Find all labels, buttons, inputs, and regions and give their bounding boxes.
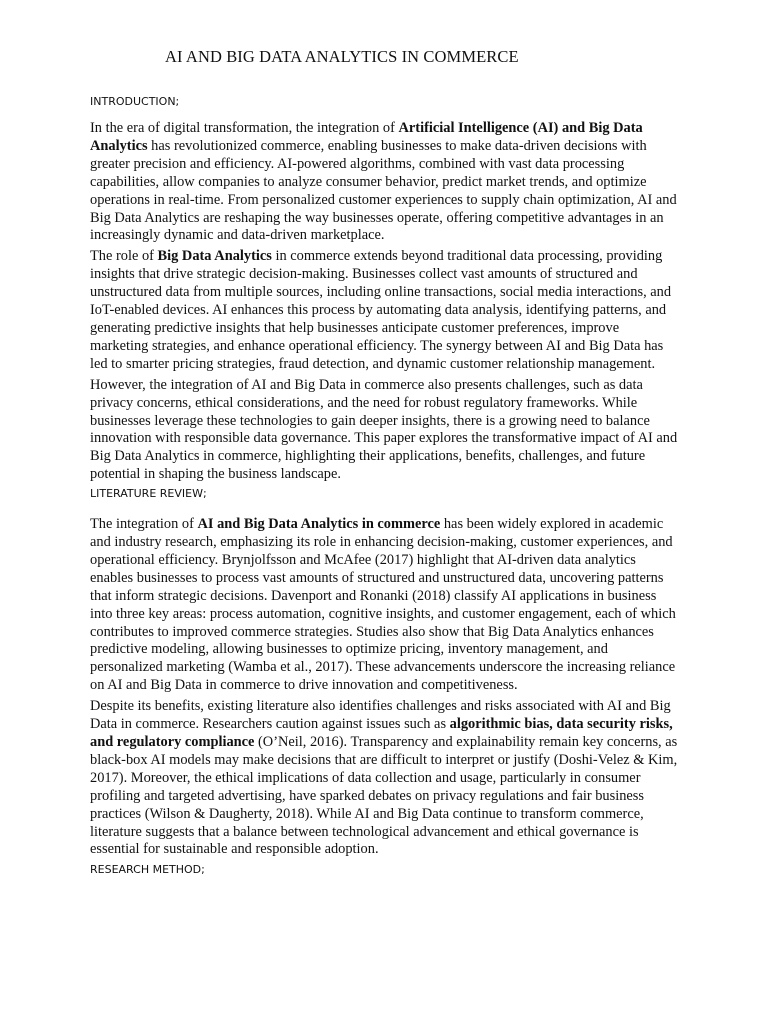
paragraph-literature-1 (90, 516, 680, 695)
text-run: Despite its benefits, existing literature also identifies challenges and risks associated with AI and Big Data in commerce. Researchers caution against issues such as (90, 698, 671, 733)
bold-text-run: AI and Big Data Analytics in commerce (197, 516, 441, 533)
paragraph-literature-2 (90, 698, 680, 859)
text-run: in commerce extends beyond traditional data processing, providing insights that drive strategic decision-making. Businesses collect vast amounts of structured and unstructured data from multiple sources, including online transactions, social media interactions, and IoT-enabled devices. AI enhances this process by automating data analysis, identifying patterns, and generating predictive insights that help businesses anticipate customer preferences, improve marketing strategies, and enhance operational efficiency. The synergy between AI and Big Data has led to smarter pricing strategies, fraud detection, and dynamic customer relationship management. (90, 248, 672, 372)
paragraph-introduction-1 (90, 120, 680, 245)
document-page (90, 46, 680, 877)
bold-text-run: algorithmic bias, data security risks, and regulatory compliance (90, 716, 673, 750)
text-run: However, the integration of AI and Big Data in commerce also presents challenges, such as data privacy concerns, ethical considerations, and the need for robust regulatory frameworks. While businesses leverage these technologies to gain deeper insights, there is a growing need to balance innovation with responsible data governance. This paper explores the transformative impact of AI and Big Data Analytics in commerce, highlighting their applications, benefits, challenges, and future potential in shaping the business landscape. (90, 376, 678, 483)
text-run: has been widely explored in academic and industry research, emphasizing its role in enhancing decision-making, customer experiences, and operational efficiency. Brynjolfsson and McAfee (2017) highlight that AI-driven data analytics enables businesses to process vast amounts of structured and unstructured data, uncovering patterns that inform strategic decisions. Davenport and Ronanki (2018) classify AI applications in business into three key areas: process automation, cognitive insights, and customer engagement, each of which contributes to improved commerce strategies. Studies also show that Big Data Analytics enhances predictive modeling, allowing businesses to optimize pricing, inventory management, and personalized marketing (Wamba et al., 2017). These advancements underscore the increasing reliance on AI and Big Data in commerce to drive innovation and competitiveness. (90, 516, 676, 694)
bold-text-run: Artificial Intelligence (AI) and Big Data Analytics (90, 120, 643, 154)
text-run: In the era of digital transformation, the integration of (90, 120, 399, 136)
document-title: AI AND BIG DATA ANALYTICS IN COMMERCE (165, 47, 519, 66)
section-heading-introduction: INTRODUCTION; (90, 95, 180, 108)
paragraph-introduction-2 (90, 248, 680, 373)
bold-text-run: Big Data Analytics (157, 248, 272, 265)
text-run: The role of (90, 248, 158, 265)
section-heading-literature-review: LITERATURE REVIEW; (90, 487, 207, 501)
text-run: (O’Neil, 2016). Transparency and explainability remain key concerns, as black-box AI models may make decisions that are difficult to interpret or justify (Doshi-Velez & Kim, 2017). Moreover, the ethical implications of data collection and usage, particularly in consumer profiling and targeted advertising, have sparked debates on privacy regulations and fair business practices (Wilson & Daugherty, 2018). While AI and Big Data continue to transform commerce, literature suggests that a balance between technological advancement and ethical governance is essential for sustainable and responsible adoption. (90, 734, 678, 858)
paragraph-introduction-3 (90, 377, 680, 484)
section-heading-research-method: RESEARCH METHOD; (90, 863, 205, 877)
text-run: The integration of (90, 516, 198, 533)
text-run: has revolutionized commerce, enabling businesses to make data-driven decisions with greater precision and efficiency. AI-powered algorithms, combined with vast data processing capabilities, allow companies to analyze consumer behavior, predict market trends, and optimize operations in real-time. From personalized customer experiences to supply chain optimization, AI and Big Data Analytics are reshaping the way businesses operate, offering competitive advantages in an increasingly dynamic and data-driven marketplace. (90, 137, 677, 244)
